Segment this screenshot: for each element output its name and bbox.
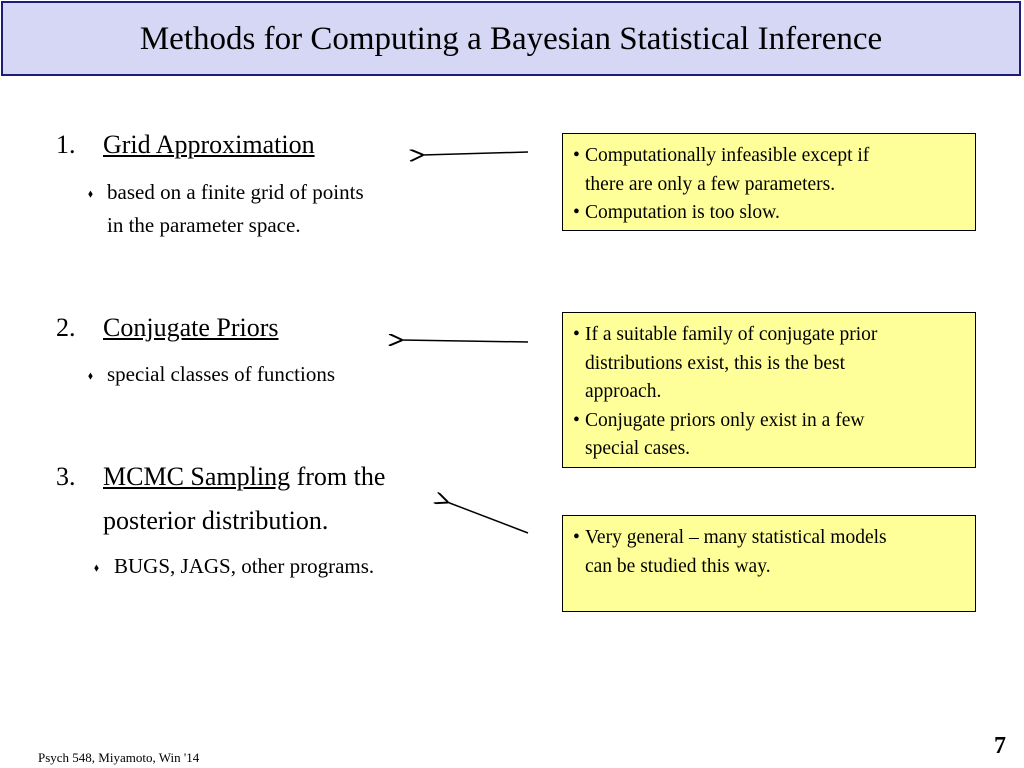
method-2-sub-line-1: special classes of functions [107, 362, 336, 386]
method-3-sub-line-1: BUGS, JAGS, other programs. [114, 554, 375, 578]
bullet-icon: • [573, 202, 580, 223]
method-1-sub-bullet-icon: ⬧ [88, 188, 93, 200]
method-3-name: MCMC Sampling [103, 462, 291, 491]
method-1-sub-line-1: based on a finite grid of points [107, 180, 364, 204]
note-line: Computationally infeasible except if [585, 145, 870, 166]
footer-text: Psych 548, Miyamoto, Win '14 [38, 750, 200, 765]
note-line: Computation is too slow. [585, 202, 780, 223]
method-2-number: 2. [56, 313, 76, 342]
method-2-sub-bullet-icon: ⬧ [88, 370, 93, 382]
page-number: 7 [994, 733, 1006, 759]
note-line: If a suitable family of conjugate prior [585, 324, 878, 345]
method-1-name: Grid Approximation [103, 130, 315, 159]
note-line: distributions exist, this is the best [585, 352, 846, 374]
arrow-conjugate [401, 340, 528, 342]
note-line: special cases. [585, 438, 691, 459]
note-line: there are only a few parameters. [585, 173, 836, 195]
note-line: Conjugate priors only exist in a few [585, 409, 865, 431]
method-2-name: Conjugate Priors [103, 313, 279, 342]
method-3-suffix: from the [290, 462, 386, 491]
method-1-number: 1. [56, 130, 76, 159]
bullet-icon: • [573, 324, 580, 345]
note-line: approach. [585, 381, 662, 402]
slide-title: Methods for Computing a Bayesian Statistical Inference [139, 21, 883, 57]
note-line: can be studied this way. [585, 555, 771, 577]
bullet-icon: • [573, 527, 580, 548]
bullet-icon: • [573, 409, 580, 431]
method-3-line-2: posterior distribution. [103, 506, 329, 535]
arrow-mcmc [447, 502, 528, 533]
note-line: Very general – many statistical models [585, 527, 887, 548]
bullet-icon: • [573, 145, 580, 166]
method-1-sub-line-2: in the parameter space. [107, 213, 301, 237]
arrow-grid [422, 152, 528, 155]
method-3-number: 3. [56, 462, 76, 491]
method-3-sub-bullet-icon: ⬧ [94, 562, 99, 574]
